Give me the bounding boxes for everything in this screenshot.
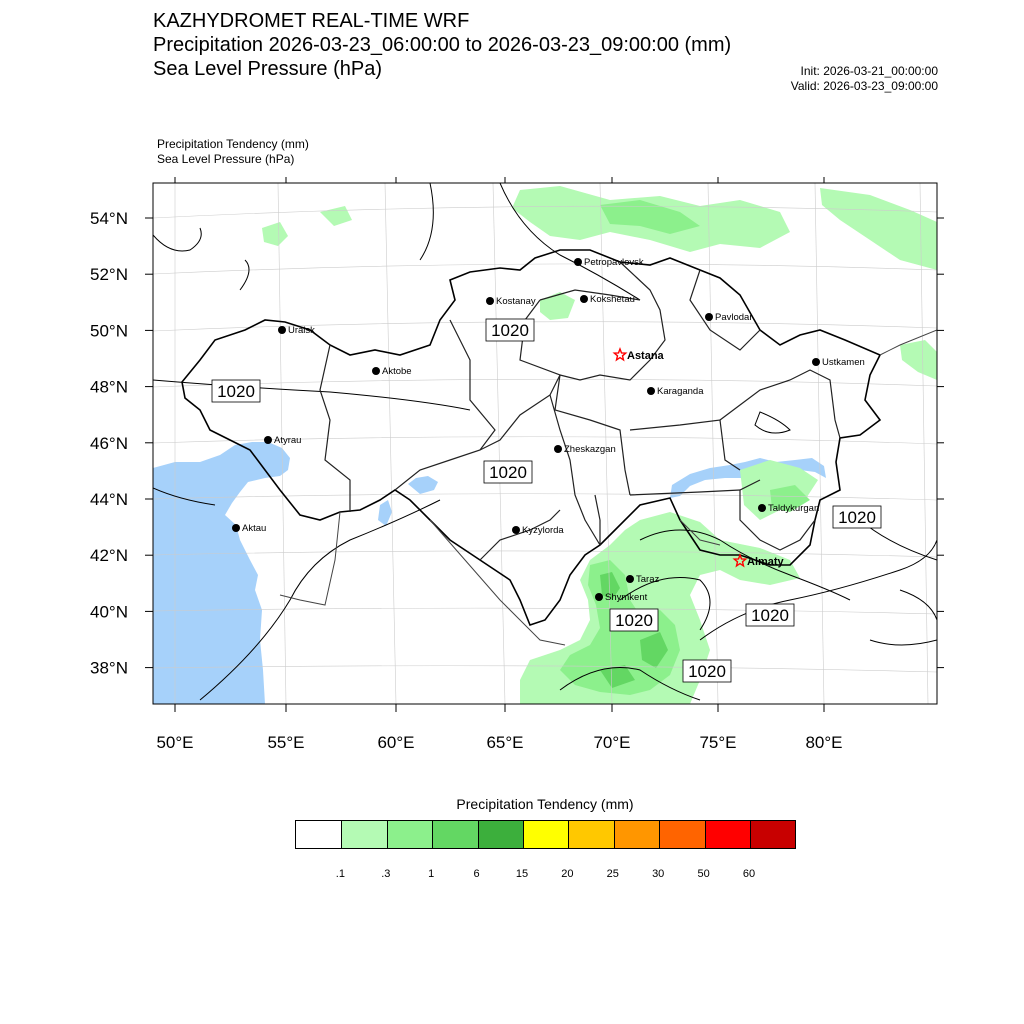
city-label: Atyrau [274, 435, 302, 446]
lon-label: 80°E [805, 733, 843, 752]
colorbar-swatch [432, 821, 477, 848]
city-dot-icon [705, 313, 713, 321]
city-dot-icon [626, 575, 634, 583]
field-label-slp: Sea Level Pressure (hPa) [157, 152, 295, 166]
svg-text:1020: 1020 [688, 662, 726, 681]
city-pavlodar [705, 312, 753, 323]
city-label: Kyzylorda [522, 525, 564, 536]
svg-text:1020: 1020 [838, 508, 876, 527]
lon-label: 60°E [377, 733, 415, 752]
svg-text:1020: 1020 [217, 382, 255, 401]
title-line-3: Sea Level Pressure (hPa) [153, 58, 383, 80]
field-label-precip: Precipitation Tendency (mm) [157, 137, 309, 151]
city-label: Taraz [636, 574, 660, 585]
city-kokshetau [580, 294, 635, 305]
colorbar-swatch [614, 821, 659, 848]
lon-label: 75°E [699, 733, 737, 752]
isobar-label [610, 609, 658, 631]
colorbar-swatch [523, 821, 568, 848]
lon-label: 55°E [267, 733, 305, 752]
lon-label: 50°E [156, 733, 194, 752]
city-label: Petropavlovsk [584, 257, 644, 268]
colorbar-tick-label: .1 [335, 868, 345, 880]
isobar-label [746, 604, 794, 626]
city-astana [614, 349, 664, 362]
lat-label: 38°N [90, 658, 128, 678]
city-aktobe [372, 366, 412, 377]
svg-text:1020: 1020 [615, 611, 653, 630]
city-uralsk [278, 325, 315, 336]
city-dot-icon [486, 297, 494, 305]
city-label: Astana [627, 350, 664, 362]
city-petropavlovsk [574, 257, 644, 268]
city-dot-icon [574, 258, 582, 266]
colorbar-swatch [659, 821, 704, 848]
lon-label: 70°E [593, 733, 631, 752]
city-karaganda [647, 386, 704, 397]
city-taldykurgan [758, 503, 819, 514]
lat-label: 44°N [90, 490, 128, 509]
lat-label: 42°N [90, 546, 128, 566]
lat-label: 48°N [90, 377, 128, 397]
city-dot-icon [278, 326, 286, 334]
lat-label: 54°N [90, 209, 128, 228]
colorbar [295, 820, 796, 849]
valid-time: Valid: 2026-03-23_09:00:00 [790, 79, 938, 93]
colorbar-swatch [341, 821, 386, 848]
city-kyzylorda [512, 525, 564, 536]
city-label: Ustkamen [822, 357, 865, 368]
capital-star-icon [614, 349, 625, 360]
city-label: Shymkent [605, 592, 648, 603]
city-dot-icon [264, 436, 272, 444]
colorbar-tick-label: 60 [742, 868, 756, 880]
city-dot-icon [812, 358, 820, 366]
colorbar-swatch [478, 821, 523, 848]
city-label: Kostanay [496, 296, 536, 307]
isobar-label [683, 660, 731, 682]
city-label: Uralsk [288, 325, 315, 336]
city-label: Taldykurgan [768, 503, 820, 514]
city-zheskazgan [554, 444, 616, 455]
colorbar-swatch [387, 821, 432, 848]
city-label: Aktau [242, 523, 267, 534]
isobar-label [833, 506, 881, 528]
city-dot-icon [647, 387, 655, 395]
lat-label: 52°N [90, 265, 128, 285]
lat-label: 46°N [90, 433, 128, 453]
city-dot-icon [758, 504, 766, 512]
title-line-2: Precipitation 2026-03-23_06:00:00 to 2026-03-23_09:00:00 (mm) [153, 34, 732, 56]
lat-label: 40°N [90, 602, 128, 622]
lat-label: 50°N [90, 321, 128, 341]
lon-label: 65°E [486, 733, 524, 752]
city-label: Kokshetau [590, 294, 635, 305]
city-kostanay [486, 296, 536, 307]
city-dot-icon [372, 367, 380, 375]
colorbar-tick-label: .3 [381, 868, 391, 880]
city-ustkamen [812, 357, 865, 368]
colorbar-tick-label: 1 [428, 868, 435, 880]
city-label: Almaty [747, 556, 784, 568]
city-dot-icon [595, 593, 603, 601]
colorbar-swatch [705, 821, 750, 848]
colorbar-tick-label: 25 [606, 868, 619, 880]
colorbar-tick-label: 30 [652, 868, 665, 880]
colorbar-title: Precipitation Tendency (mm) [456, 796, 634, 812]
svg-text:1020: 1020 [751, 606, 789, 625]
city-dot-icon [232, 524, 240, 532]
isobar-label [484, 461, 532, 483]
colorbar-swatch [296, 821, 341, 848]
title-line-1: KAZHYDROMET REAL-TIME WRF [153, 10, 470, 32]
city-dot-icon [580, 295, 588, 303]
city-label: Zheskazgan [564, 444, 616, 455]
colorbar-tick-label: 50 [697, 868, 710, 880]
svg-text:1020: 1020 [491, 321, 529, 340]
init-time: Init: 2026-03-21_00:00:00 [800, 64, 938, 78]
city-dot-icon [512, 526, 520, 534]
city-dot-icon [554, 445, 562, 453]
city-label: Karaganda [657, 386, 704, 397]
colorbar-swatch [750, 821, 795, 848]
caspian-sea [153, 442, 290, 704]
colorbar-swatch [568, 821, 613, 848]
isobar-label [212, 380, 260, 402]
map-layers [153, 183, 937, 704]
colorbar-tick-label: 15 [515, 868, 529, 880]
city-label: Aktobe [382, 366, 412, 377]
svg-text:1020: 1020 [489, 463, 527, 482]
isobar-label [486, 319, 534, 341]
colorbar-tick-label: 20 [561, 868, 574, 880]
city-label: Pavlodar [715, 312, 753, 323]
colorbar-tick-label: 6 [473, 868, 480, 880]
